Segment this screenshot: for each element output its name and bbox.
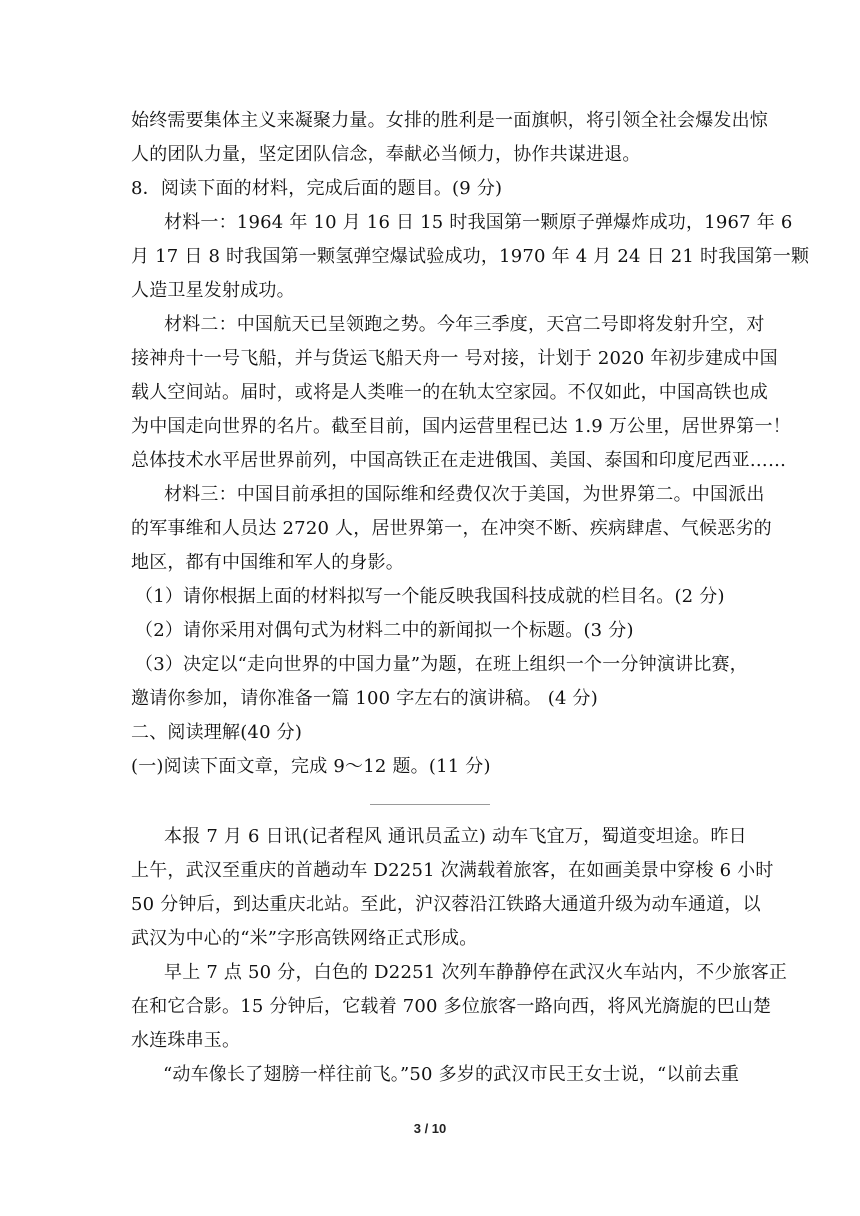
text-line: 地区，都有中国维和军人的身影。 (131, 552, 404, 573)
text-line: “动车像长了翅膀一样往前飞。”50 多岁的武汉市民王女士说，“以前去重 (163, 1064, 740, 1085)
text-line: 在和它合影。15 分钟后，它载着 700 多位旅客一路向西，将风光旖旎的巴山楚 (131, 996, 772, 1017)
text-line: 月 17 日 8 时我国第一颗氢弹空爆试验成功，1970 年 4 月 24 日 21 时我国第一颗 (131, 246, 810, 267)
text-line: 为中国走向世界的名片。截至目前，国内运营里程已达 1.9 万公里，居世界第一！ (131, 416, 791, 437)
text-line: 邀请你参加，请你准备一篇 100 字左右的演讲稿。 (4 分) (131, 688, 598, 709)
sub-question: （1）请你根据上面的材料拟写一个能反映我国科技成就的栏目名。(2 分) (135, 586, 725, 607)
text-line: 水连珠串玉。 (131, 1030, 241, 1051)
section-subheading: (一)阅读下面文章，完成 9～12 题。(11 分) (131, 756, 491, 777)
text-line: 武汉为中心的“米”字形高铁网络正式形成。 (131, 928, 478, 949)
text-line: 始终需要集体主义来凝聚力量。女排的胜利是一面旗帜，将引领全社会爆发出惊 (131, 110, 768, 131)
text-line: 总体技术水平居世界前列，中国高铁正在走进俄国、美国、泰国和印度尼西亚…… (131, 450, 787, 471)
section-heading: 二、阅读理解(40 分) (131, 722, 303, 743)
text-line: 上午，武汉至重庆的首趟动车 D2251 次满载着旅客，在如画美景中穿梭 6 小时 (131, 860, 774, 881)
text-line: 材料二：中国航天已呈领跑之势。今年三季度，天宫二号即将发射升空，对 (164, 314, 765, 335)
text-line: 人的团队力量，坚定团队信念，奉献必当倾力，协作共谋进退。 (131, 144, 641, 165)
text-line: 材料三：中国目前承担的国际维和经费仅次于美国，为世界第二。中国派出 (164, 484, 765, 505)
page-number: 3 / 10 (413, 1121, 447, 1136)
text-line: 的军事维和人员达 2720 人，居世界第一，在冲突不断、疾病肆虐、气候恶劣的 (131, 518, 772, 539)
text-line: 接神舟十一号飞船，并与货运飞船天舟一 号对接，计划于 2020 年初步建成中国 (131, 348, 778, 369)
text-line: 人造卫星发射成功。 (131, 280, 295, 301)
text-line: 材料一：1964 年 10 月 16 日 15 时我国第一颗原子弹爆炸成功，1967 年 6 (164, 212, 793, 233)
text-line: 50 分钟后，到达重庆北站。至此，沪汉蓉沿江铁路大通道升级为动车通道，以 (131, 894, 761, 915)
text-line: 早上 7 点 50 分，白色的 D2251 次列车静静停在武汉火车站内，不少旅客正 (164, 962, 788, 983)
sub-question: （2）请你采用对偶句式为材料二中的新闻拟一个标题。(3 分) (135, 620, 634, 641)
text-line: 载人空间站。届时，或将是人类唯一的在轨太空家园。不仅如此，中国高铁也成 (131, 382, 768, 403)
question-heading: 8．阅读下面的材料，完成后面的题目。(9 分) (131, 178, 503, 199)
text-line: 本报 7 月 6 日讯(记者程风 通讯员孟立) 动车飞宜万，蜀道变坦途。昨日 (164, 826, 747, 847)
article-divider (370, 804, 490, 805)
sub-question: （3）决定以“走向世界的中国力量”为题，在班上组织一个一分钟演讲比赛， (135, 654, 748, 675)
